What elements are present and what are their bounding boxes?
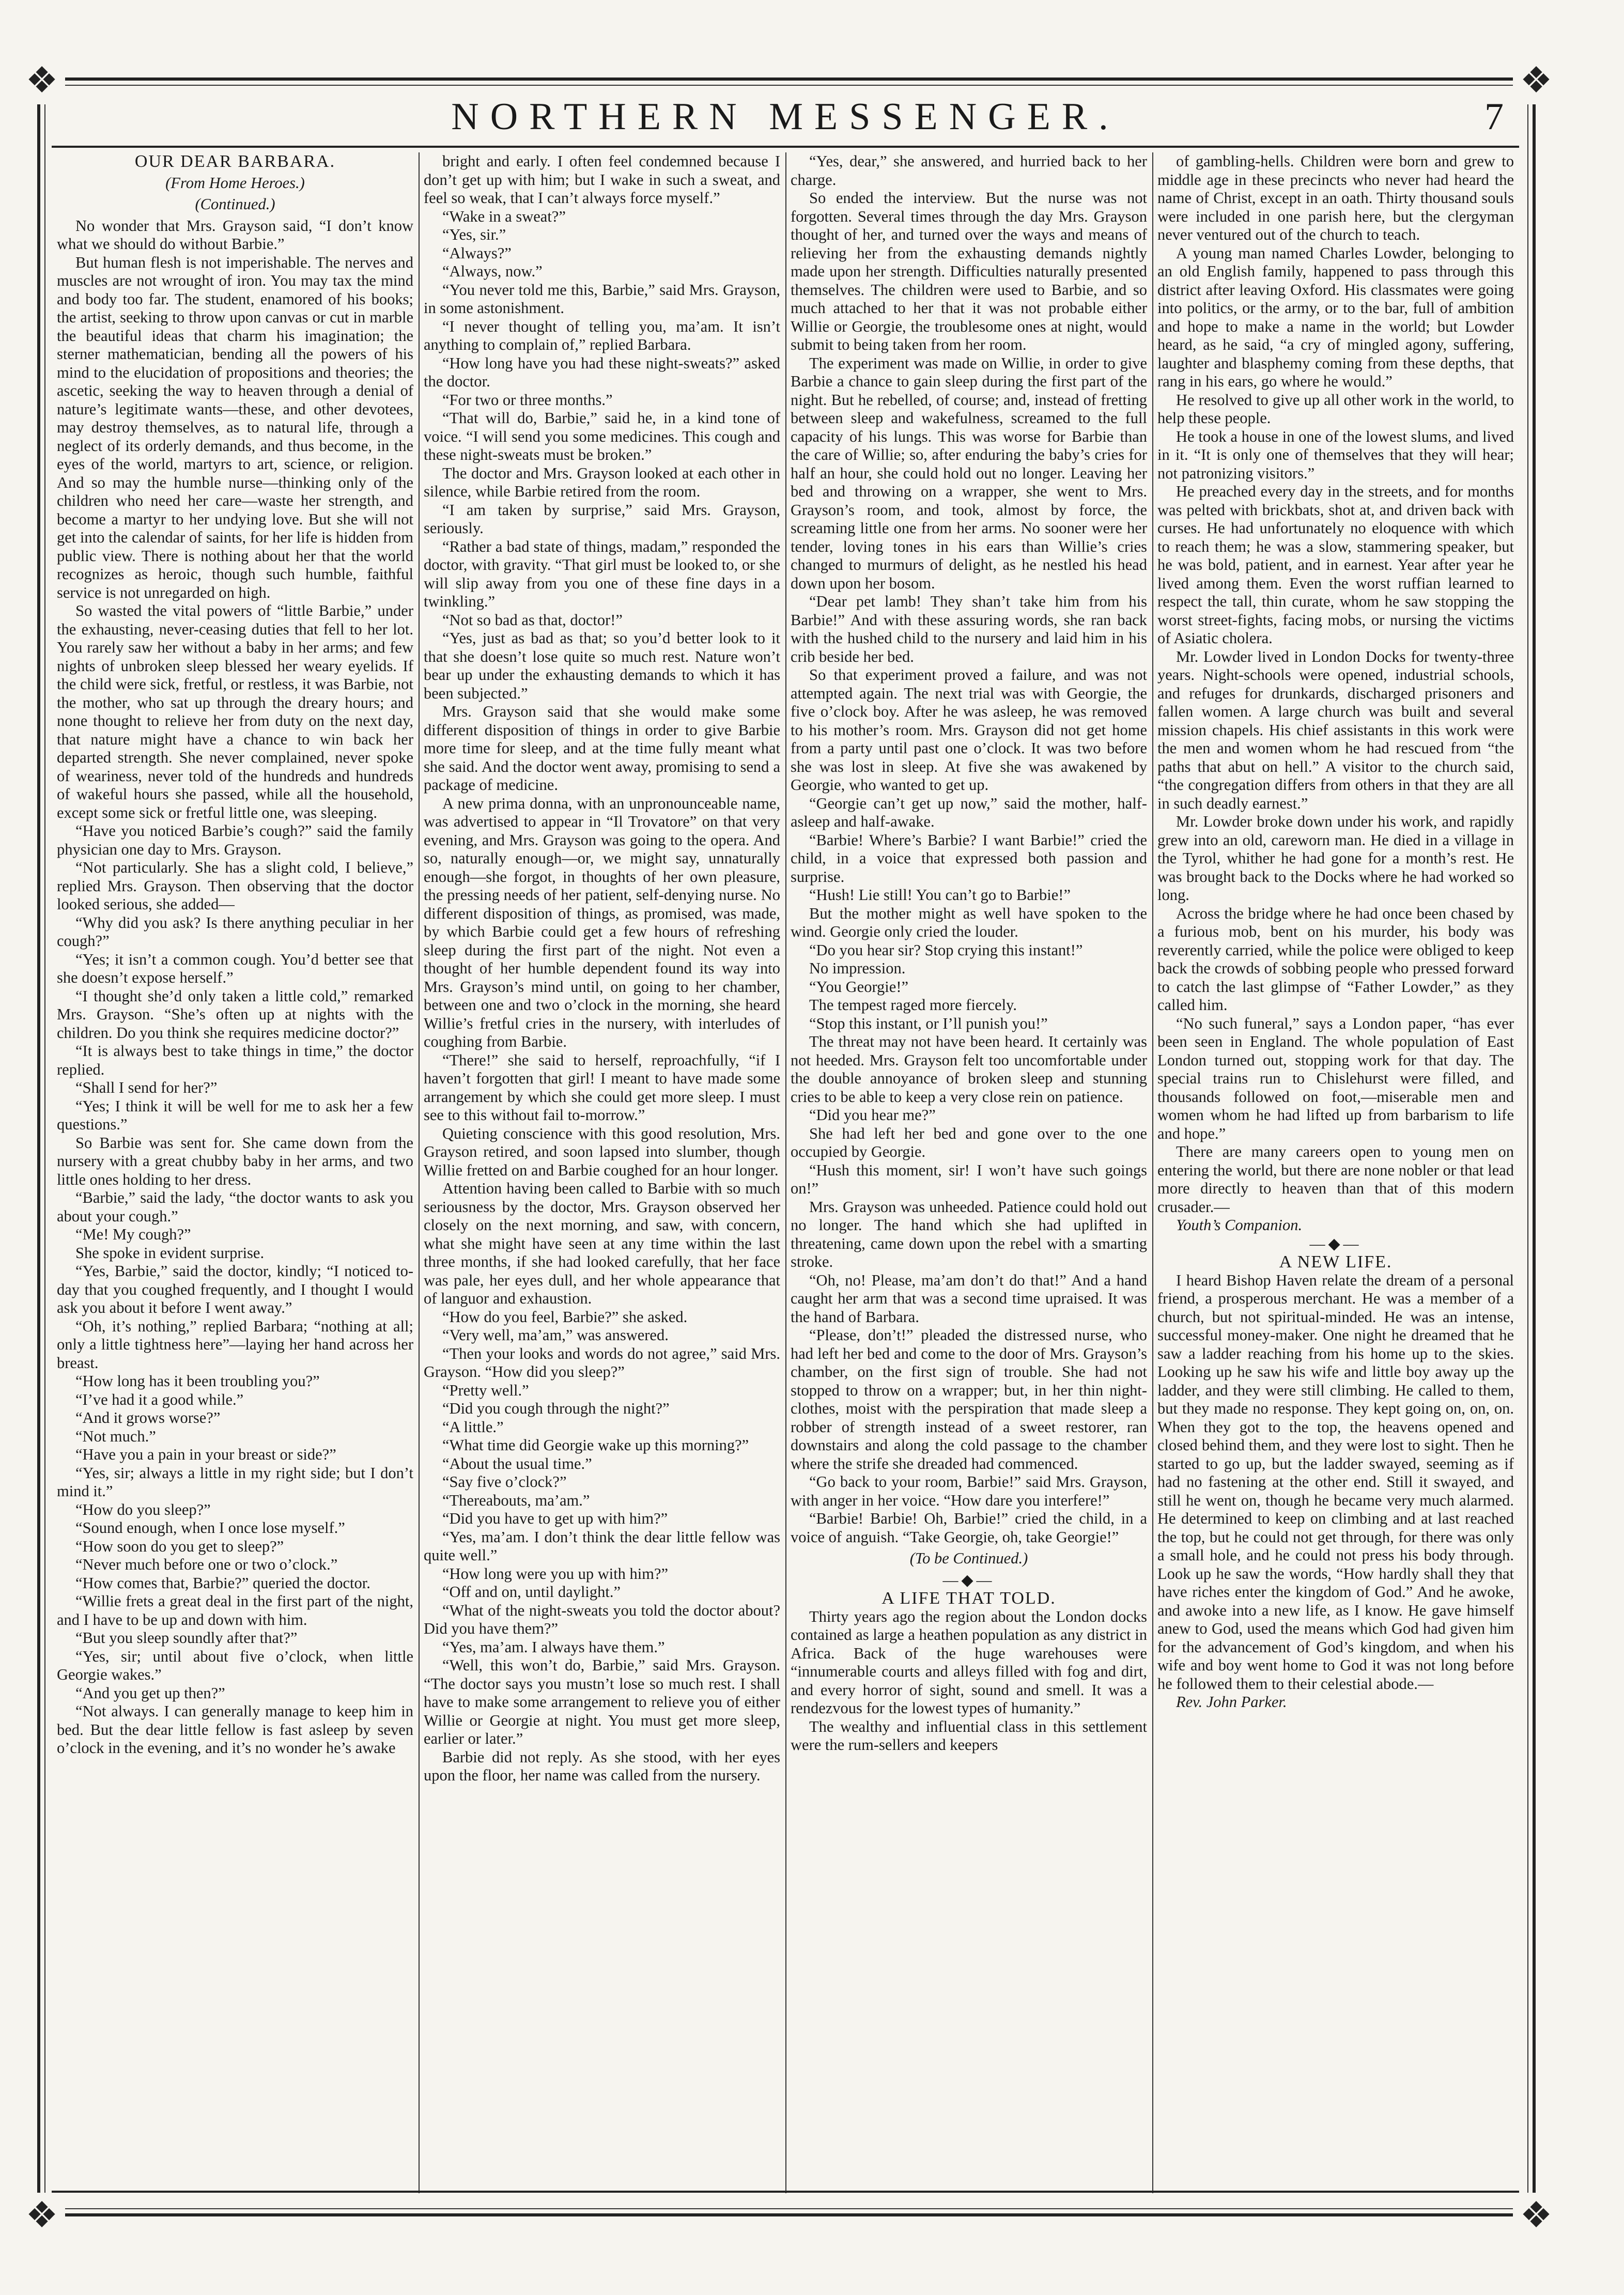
paragraph: “Then your looks and words do not agree,” said Mrs. Grayson. “How did you sleep?”	[424, 1344, 780, 1381]
paragraph: “Very well, ma’am,” was answered.	[442, 1326, 669, 1344]
paragraph: Mrs. Grayson said that she would make some different disposition of things in order to give Barbie more time for sleep, and at the time fully meant what she said. And the doctor went away, promising to send a package of medicine.	[424, 703, 780, 794]
paragraph: “How long were you up with him?”	[442, 1564, 669, 1583]
paragraph: “How do you sleep?”	[75, 1500, 211, 1518]
paragraph: “How soon do you get to sleep?”	[75, 1537, 284, 1555]
article-body	[1157, 1271, 1514, 1694]
column-4	[1157, 152, 1514, 2193]
paragraph: “Stop this instant, or I’ll punish you!”	[809, 1014, 1048, 1032]
paragraph: “A little.”	[442, 1418, 504, 1436]
paragraph: “Yes, sir.”	[442, 226, 506, 243]
ornament-corner-icon: ❖	[19, 58, 65, 104]
article-continued: (Continued.)	[195, 195, 275, 213]
paragraph: “And it grows worse?”	[75, 1409, 221, 1426]
bottom-rule	[52, 2191, 1519, 2193]
paragraph: She spoke in evident surprise.	[75, 1244, 265, 1262]
paragraph: “I am taken by surprise,” said Mrs. Grayson, seriously.	[424, 501, 780, 537]
paragraph: “That will do, Barbie,” said he, in a kind tone of voice. “I will send you some medicines. This cough and these night-sweats must be broken.”	[424, 409, 780, 463]
paragraph: “It is always best to take things in time,” the doctor replied.	[57, 1042, 413, 1078]
paragraph: “Did you cough through the night?”	[442, 1400, 670, 1417]
paragraph: “Yes, sir; always a little in my right side; but I don’t mind it.”	[57, 1464, 413, 1500]
paragraph: “Well, this won’t do, Barbie,” said Mrs. Grayson. “The doctor says you mustn’t lose so much rest. I shall have to make some arrangement to relieve you of either Willie or Georgie at night. You must get more sleep, earlier or later.”	[424, 1656, 780, 1747]
paragraph: “Willie frets a great deal in the first part of the night, and I have to be up and down with him.	[57, 1592, 413, 1629]
paragraph: But the mother might as well have spoken to the wind. Georgie only cried the louder.	[791, 904, 1147, 940]
paragraph: “Do you hear sir? Stop crying this instant!”	[809, 941, 1083, 959]
paragraph: “Say five o’clock?”	[442, 1473, 567, 1491]
paragraph: “Not so bad as that, doctor!”	[442, 611, 623, 629]
paragraph: “How long has it been troubling you?”	[75, 1372, 320, 1390]
paragraph: Thirty years ago the region about the London docks contained as large a heathen population as any district in Africa. Back of the huge warehouses were “innumerable courts and alleys filled with fog and dirt, and every horror of sight, sound and smell. It was a rendezvous for the lowest types of humanity.”	[791, 1607, 1147, 1717]
article-source: Youth’s Companion.	[1176, 1216, 1303, 1234]
paragraph: “How do you feel, Barbie?” she asked.	[442, 1308, 688, 1326]
paragraph: No impression.	[809, 959, 906, 977]
paragraph: “Hush this moment, sir! I won’t have such goings on!”	[791, 1161, 1147, 1197]
paragraph: “Dear pet lamb! They shan’t take him from his Barbie!” And with these assuring words, she ran back with the hushed child to the nursery and laid him in his crib beside her bed.	[791, 593, 1147, 665]
paragraph: “Pretty well.”	[442, 1381, 529, 1399]
masthead	[52, 89, 1519, 148]
article-body	[791, 152, 1147, 1546]
paragraph: “Off and on, until daylight.”	[442, 1583, 621, 1601]
paragraph: A new prima donna, with an unpronounceable name, was advertised to appear in “Il Trovatore” on that very evening, and Mrs. Grayson was going to the opera. And so, naturally enough—or, we might say, unnaturally enough—she forgot, in thoughts of her own pleasure, the pressing needs of her patient, self-denying nurse. No different disposition of things, as promised, was made, by which Barbie could get a few hours of refreshing sleep during the first part of the night. Not even a thought of her humble dependent found its way into Mrs. Grayson’s mind until, on going to her chamber, between one and two o’clock in the morning, she heard Willie’s fretful cries in the nursery, with interludes of coughing from Barbie.	[424, 794, 780, 1050]
article-title: A LIFE THAT TOLD.	[881, 1589, 1056, 1608]
paragraph: “You never told me this, Barbie,” said Mrs. Grayson, in some astonishment.	[424, 281, 780, 317]
paragraph: The experiment was made on Willie, in order to give Barbie a chance to gain sleep during the first part of the night. But he rebelled, of course; and, instead of fretting between sleep and wakefulness, screamed to the full capacity of his lungs. This was worse for Barbie than the care of Willie; so, after enduring the baby’s cries for half an hour, she could hold out no longer. Leaving her bed and throwing on a wrapper, she went to Mrs. Grayson’s room, and took, almost by force, the screaming little one from her arms. No sooner were her tender, loving tones in his ears than Willie’s cries changed to murmurs of delight, as he nestled his head down upon her bosom.	[791, 354, 1147, 592]
paragraph: “Yes; I think it will be well for me to ask her a few questions.”	[57, 1097, 413, 1133]
paragraph: “And you get up then?”	[75, 1684, 225, 1702]
column-divider	[785, 152, 786, 2193]
paragraph: “Yes, ma’am. I don’t think the dear little fellow was quite well.”	[424, 1528, 780, 1564]
paragraph: So ended the interview. But the nurse was not forgotten. Several times through the day Mrs. Grayson thought of her, and turned over the ways and means of relieving her from the exhausting demands nightly made upon her strength. Difficulties naturally presented themselves. The children were used to Barbie, and so much attached to her that it was not probable either Willie or Georgie, the troublesome ones at night, would submit to being taken from her room.	[791, 189, 1147, 353]
paragraph: Barbie did not reply. As she stood, with her eyes upon the floor, her name was called from the nursery.	[424, 1748, 780, 1784]
paragraph: “Wake in a sweat?”	[442, 207, 566, 225]
column-3	[791, 152, 1147, 2193]
paragraph: “Have you a pain in your breast or side?”	[75, 1446, 336, 1463]
paragraph: Attention having been called to Barbie with so much seriousness by the doctor, Mrs. Grayson observed her closely on the next morning, and saw, with concern, what she might have seen at any time within the last three months, if she had looked carefully, that her face was pale, her eyes dull, and her whole appearance that of languor and exhaustion.	[424, 1180, 780, 1307]
article-body	[791, 1608, 1147, 1755]
paragraph: Across the bridge where he had once been chased by a furious mob, bent on his murder, his body was reverently carried, while the police were obliged to keep back the crowds of sobbing people who pressed forward to catch the last glimpse of “Father Lowder,” as they called him.	[1157, 904, 1514, 1014]
paragraph: “What time did Georgie wake up this morning?”	[442, 1436, 749, 1454]
column-1	[57, 152, 413, 2193]
article-body	[424, 152, 780, 1785]
to-be-continued: (To be Continued.)	[909, 1549, 1028, 1567]
paragraph: “Me! My cough?”	[75, 1226, 191, 1243]
column-2	[424, 152, 780, 2193]
paragraph: There are many careers open to young men on entering the world, but there are none nobler or that lead more directly to heaven than that of this modern crusader.—	[1157, 1143, 1514, 1216]
paragraph: “Never much before one or two o’clock.”	[75, 1556, 338, 1573]
paragraph: He resolved to give up all other work in the world, to help these people.	[1157, 391, 1514, 427]
article-body	[57, 217, 413, 1758]
paragraph: “Please, don’t!” pleaded the distressed nurse, who had left her bed and come to the door of Mrs. Grayson’s chamber, on the first sign of trouble. She had not stopped to throw on a wrapper; but, in her thin night-clothes, moist with the perspiration that made sleep a robber of strength instead of a sweet restorer, ran downstairs and along the cold passage to the chamber where the strife she dreaded had commenced.	[791, 1326, 1147, 1472]
paragraph: “Georgie can’t get up now,” said the mother, half-asleep and half-awake.	[791, 794, 1147, 830]
ornament-corner-icon: ❖	[1513, 2193, 1559, 2239]
paragraph: “Thereabouts, ma’am.”	[442, 1491, 590, 1509]
paragraph: “Not always. I can generally manage to keep him in bed. But the dear little fellow is fast asleep by seven o’clock in the evening, and it’s no wonder he’s awake	[57, 1702, 413, 1757]
paragraph: “Oh, no! Please, ma’am don’t do that!” And a hand caught her arm that was a second time upraised. It was the hand of Barbara.	[791, 1271, 1147, 1326]
ornament-corner-icon: ❖	[19, 2193, 65, 2239]
paragraph: “There!” she said to herself, reproachfully, “if I haven’t forgotten that girl! I meant to have made some arrangement by which she could get more sleep. I must see to this without fail to-morrow.”	[424, 1051, 780, 1124]
paragraph: “Sound enough, when I once lose myself.”	[75, 1519, 345, 1537]
paragraph: “Hush! Lie still! You can’t go to Barbie!”	[809, 886, 1071, 904]
paragraph: He preached every day in the streets, and for months was pelted with brickbats, shot at, and driven back with curses. He had unfortunately no eloquence with which to reach them; he was a slow, stammering speaker, but he was bold, patient, and in earnest. Year after year he lived among them. Even the worst ruffian learned to respect the tall, thin curate, whom he saw stopping the worst street-fights, facing mobs, or nursing the victims of Asiatic cholera.	[1157, 483, 1514, 647]
paragraph: “Why did you ask? Is there anything peculiar in her cough?”	[57, 913, 413, 950]
paragraph: “How long have you had these night-sweats?” asked the doctor.	[424, 354, 780, 390]
paragraph: “But you sleep soundly after that?”	[75, 1629, 298, 1647]
paragraph: “Did you hear me?”	[809, 1106, 936, 1124]
paragraph: So wasted the vital powers of “little Barbie,” under the exhausting, never-ceasing duties that fell to her lot. You rarely saw her without a baby in her arms; and few nights of unbroken sleep blessed her weary eyelids. If the child were sick, fretful, or restless, it was Barbie, not the mother, who sat up through the dreary hours; and none thought to relieve her from duty on the next day, that nature might have a chance to win back her departed strength. She never complained, never spoke of weariness, never told of the hundreds and hundreds of wakeful hours she passed, while all the household, except some sick or fretful little one, was sleeping.	[57, 602, 413, 821]
paragraph: The threat may not have been heard. It certainly was not heeded. Mrs. Grayson felt too uncomfortable under the double annoyance of broken sleep and stunning cries to be able to keep a very close rein on patience.	[791, 1033, 1147, 1106]
paragraph: “Barbie! Where’s Barbie? I want Barbie!” cried the child, in a voice that expressed both passion and surprise.	[791, 831, 1147, 886]
paragraph: “No such funeral,” says a London paper, “has ever been seen in England. The whole population of East London turned out, stopping work for that day. The special trains run to Chislehurst were filled, and thousands followed on foot,—miserable men and women whom he had lifted up from barbarism to life and hope.”	[1157, 1014, 1514, 1142]
article-signature: Rev. John Parker.	[1176, 1693, 1287, 1711]
article-title: OUR DEAR BARBARA.	[134, 152, 336, 171]
newspaper-title: NORTHERN MESSENGER.	[451, 96, 1120, 138]
paragraph: But human flesh is not imperishable. The nerves and muscles are not wrought of iron. You may tax the mind and body too far. The student, enamored of his books; the artist, seeking to throw upon canvas or cut in marble the beautiful ideas that charm his imagination; the sterner mathematician, bending all the powers of his mind to the elucidation of propositions and theories; the ascetic, seeking the way to heaven through a denial of nature’s legitimate wants—these, and other devotees, may destroy themselves, as to natural life, through a neglect of its orderly demands, and thus become, in the eyes of the world, martyrs to art, science, or religion. And so may the humble nurse—thinking only of the children who need her care—waste her strength, and become a martyr to her undying love. But she will not get into the calendar of saints, for her life is hidden from public view. There is nothing about her that the world recognizes as heroic, though such humble, faithful service is not unregarded on high.	[57, 253, 413, 601]
paragraph: No wonder that Mrs. Grayson said, “I don’t know what we should do without Barbie.”	[57, 216, 413, 253]
paragraph: of gambling-hells. Children were born and grew to middle age in these precincts who never had heard the name of Christ, except in an oath. Thirty thousand souls were included in one parish here, but the clergyman never ventured out of the church to teach.	[1157, 152, 1514, 243]
paragraph: “Did you have to get up with him?”	[442, 1510, 668, 1527]
paragraph: “About the usual time.”	[442, 1454, 592, 1472]
article-columns	[57, 152, 1519, 2193]
paragraph: “Go back to your room, Barbie!” said Mrs. Grayson, with anger in her voice. “How dare you interfere!”	[791, 1473, 1147, 1509]
paragraph: “Have you noticed Barbie’s cough?” said the family physician one day to Mrs. Grayson.	[57, 822, 413, 858]
article-title: A NEW LIFE.	[1279, 1252, 1393, 1271]
paragraph: “Rather a bad state of things, madam,” responded the doctor, with gravity. “That girl must be looked to, or she will slip away from you one of these fine days in a twinkling.”	[424, 537, 780, 610]
paragraph: “Yes, Barbie,” said the doctor, kindly; “I noticed to-day that you coughed frequently, and I thought I would ask you about it before I went away.”	[57, 1262, 413, 1316]
paragraph: “I’ve had it a good while.”	[75, 1390, 244, 1408]
paragraph: I heard Bishop Haven relate the dream of a personal friend, a prosperous merchant. He was a member of a church, but not spiritual-minded. He was an intense, successful money-maker. One night he dreamed that he saw a ladder reaching from his home up to the skies. Looking up he saw his wife and little boy away up the ladder, and they were still climbing. He called to them, but they made no response. They kept going on, on, on. When they got to the top, the heavens opened and closed behind them, and they were lost to sight. Then he started to go up, but the ladder swayed, seeming as if had no fastening at the other end. Still it swayed, and still he went on, though he became very much alarmed. He determined to keep on climbing and at last reached the top, but he could not get through, for there was only a small hole, and he could not press his body through. Look up he saw the words, “How hardly shall they that have riches enter the kingdom of God.” And he awoke, and awoke into a new life, as I know. He gave himself anew to God, used the means which God had given him for the advancement of God’s kingdom, and when his wife and boy went home to God it was not long before he followed them to their celestial abode.—	[1157, 1271, 1514, 1693]
paragraph: “How comes that, Barbie?” queried the doctor.	[75, 1574, 370, 1592]
paragraph: “Yes; it isn’t a common cough. You’d better see that she doesn’t expose herself.”	[57, 950, 413, 986]
page-number: 7	[1484, 96, 1504, 138]
paragraph: “I never thought of telling you, ma’am. It isn’t anything to complain of,” replied Barbara.	[424, 317, 780, 353]
paragraph: “Yes, dear,” she answered, and hurried back to her charge.	[791, 152, 1147, 189]
paragraph: “Not particularly. She has a slight cold, I believe,” replied Mrs. Grayson. Then observing that the doctor looked serious, she added—	[57, 859, 413, 913]
paragraph: “Yes, ma’am. I always have them.”	[442, 1638, 665, 1656]
paragraph: The wealthy and influential class in this settlement were the rum-sellers and keepers	[791, 1717, 1147, 1754]
section-divider: —◆—	[942, 1571, 995, 1589]
paragraph: “Oh, it’s nothing,” replied Barbara; “nothing at all; only a little tightness here”—laying her hand across her breast.	[57, 1317, 413, 1372]
paragraph: The doctor and Mrs. Grayson looked at each other in silence, while Barbie retired from the room.	[424, 464, 780, 500]
paragraph: “Always?”	[442, 244, 512, 262]
column-divider	[419, 152, 420, 2193]
paragraph: “Shall I send for her?”	[75, 1079, 218, 1096]
paragraph: Mr. Lowder lived in London Docks for twenty-three years. Night-schools were opened, industrial schools, and refuges for drunkards, discharged prisoners and fallen women. A large church was built and several mission chapels. His chief assistants in this work were the men and women whom he had rescued from “the paths that abut on hell.” A visitor to the church said, “the congregation differs from others in that they are all in such deadly earnest.”	[1157, 647, 1514, 812]
article-body	[1157, 152, 1514, 1216]
paragraph: Mrs. Grayson was unheeded. Patience could hold out no longer. The hand which she had uplifted in threatening, came down upon the rebel with a smarting stroke.	[791, 1198, 1147, 1270]
paragraph: He took a house in one of the lowest slums, and lived in it. “It is only one of themselves that they will hear; not patronizing visitors.”	[1157, 427, 1514, 482]
paragraph: bright and early. I often feel condemned because I don’t get up with him; but I wake in such a sweat, and feel so weak, that I can’t always force myself.”	[424, 152, 780, 207]
paragraph: “Not much.”	[75, 1427, 156, 1445]
paragraph: Mr. Lowder broke down under his work, and rapidly grew into an old, careworn man. He died in a village in the Tyrol, whither he had gone for a month’s rest. He was brought back to the Docks where he had worked so long.	[1157, 813, 1514, 904]
paragraph: So that experiment proved a failure, and was not attempted again. The next trial was with Georgie, the five o’clock boy. After he was asleep, he was removed to his mother’s room. Mrs. Grayson did not get home from a party until past one o’clock. It was two before she was lost in sleep. At five she was awakened by Georgie, who wanted to get up.	[791, 666, 1147, 794]
section-divider: —◆—	[1309, 1235, 1362, 1252]
paragraph: “Barbie! Barbie! Oh, Barbie!” cried the child, in a voice of anguish. “Take Georgie, oh, take Georgie!”	[791, 1510, 1147, 1546]
paragraph: “For two or three months.”	[442, 391, 613, 409]
paragraph: “What of the night-sweats you told the doctor about? Did you have them?”	[424, 1601, 780, 1637]
paragraph: A young man named Charles Lowder, belonging to an old English family, happened to pass through this district after leaving Oxford. His classmates were going into politics, or the army, or to the bar, full of ambition and hope to make a name in the world; but Lowder heard, as he said, “a cry of mingled agony, suffering, laughter and blasphemy coming from these depths, that rang in his ears, go where he would.”	[1157, 244, 1514, 390]
paragraph: “Always, now.”	[442, 262, 543, 280]
paragraph: “Yes, just as bad as that; so you’d better look to it that she doesn’t lose quite so much rest. Nature won’t bear up under the exhausting demands to which it has been subjected.”	[424, 629, 780, 702]
paragraph: She had left her bed and gone over to the one occupied by Georgie.	[791, 1124, 1147, 1160]
paragraph: The tempest raged more fiercely.	[809, 996, 1017, 1014]
paragraph: So Barbie was sent for. She came down from the nursery with a great chubby baby in her arms, and two little ones holding to her dress.	[57, 1134, 413, 1188]
paragraph: “You Georgie!”	[809, 978, 909, 996]
paragraph: “Barbie,” said the lady, “the doctor wants to ask you about your cough.”	[57, 1189, 413, 1225]
column-divider	[1152, 152, 1153, 2193]
paragraph: Quieting conscience with this good resolution, Mrs. Grayson retired, and soon lapsed into slumber, though Willie fretted on and Barbie coughed for an hour longer.	[424, 1124, 780, 1179]
paragraph: “Yes, sir; until about five o’clock, when little Georgie wakes.”	[57, 1647, 413, 1683]
ornament-corner-icon: ❖	[1513, 58, 1559, 104]
paragraph: “I thought she’d only taken a little cold,” remarked Mrs. Grayson. “She’s often up at nights with the children. Do you think she requires medicine doctor?”	[57, 987, 413, 1042]
article-source: (From Home Heroes.)	[165, 174, 305, 192]
